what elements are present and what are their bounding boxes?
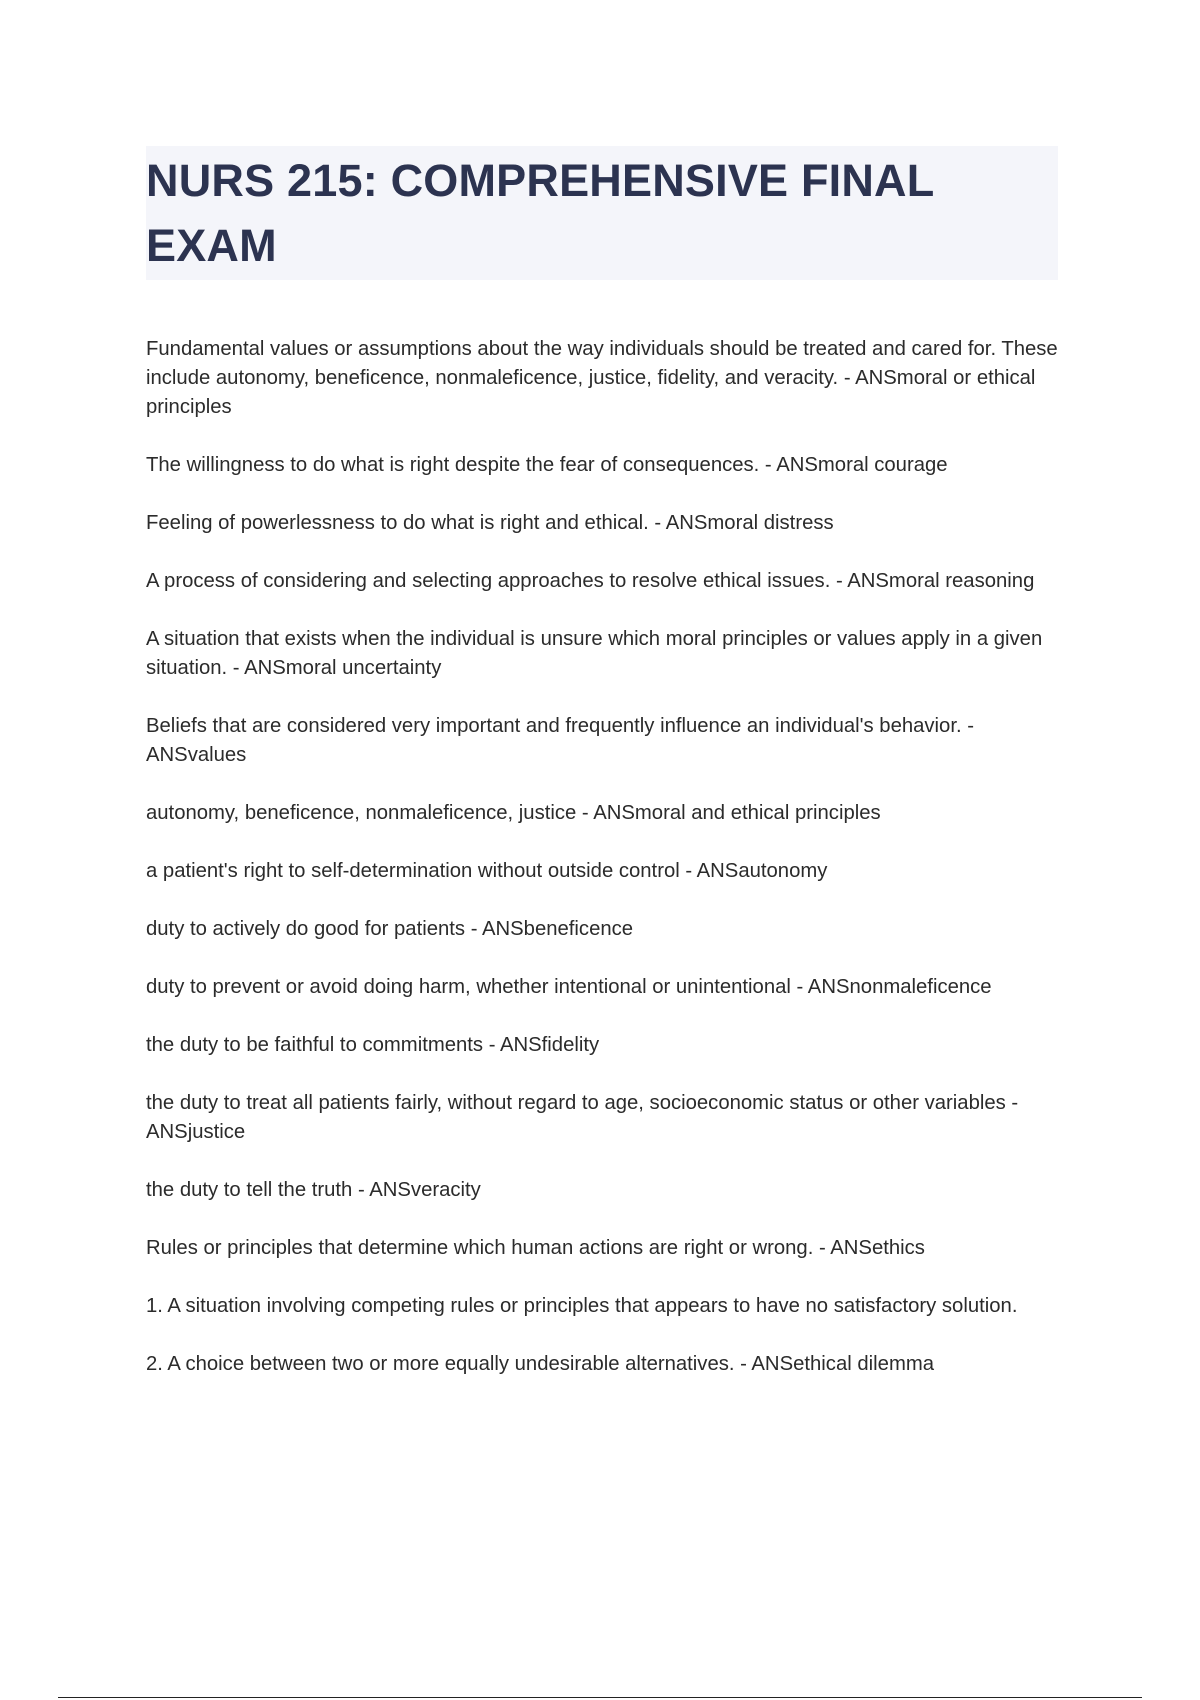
qa-entry: the duty to tell the truth - ANSveracity bbox=[146, 1179, 481, 1201]
qa-entry: A situation that exists when the individual is unsure which moral principles or values apply in a given situation. - ANSmoral uncertainty bbox=[146, 628, 1043, 679]
qa-entry: The willingness to do what is right despite the fear of consequences. - ANSmoral courage bbox=[146, 454, 948, 476]
qa-entry: Fundamental values or assumptions about the way individuals should be treated and cared for. These include autonomy, beneficence, nonmaleficence, justice, fidelity, and veracity. - ANSmoral or ethical principles bbox=[146, 338, 1058, 418]
qa-entry: duty to actively do good for patients - ANSbeneficence bbox=[146, 918, 634, 940]
qa-entry: the duty to be faithful to commitments - ANSfidelity bbox=[146, 1034, 600, 1056]
qa-entry: 2. A choice between two or more equally undesirable alternatives. - ANSethical dilemma bbox=[146, 1353, 935, 1375]
qa-entry: a patient's right to self-determination without outside control - ANSautonomy bbox=[146, 860, 828, 882]
qa-list bbox=[146, 335, 1058, 1408]
qa-entry: the duty to treat all patients fairly, without regard to age, socioeconomic status or other variables - ANSjustice bbox=[146, 1092, 1019, 1143]
page-title: NURS 215: COMPREHENSIVE FINAL EXAM bbox=[146, 155, 934, 271]
qa-entry: Rules or principles that determine which human actions are right or wrong. - ANSethics bbox=[146, 1237, 925, 1259]
qa-entry: A process of considering and selecting approaches to resolve ethical issues. - ANSmoral reasoning bbox=[146, 570, 1035, 592]
qa-entry: Feeling of powerlessness to do what is right and ethical. - ANSmoral distress bbox=[146, 512, 834, 534]
qa-entry: Beliefs that are considered very important and frequently influence an individual's behavior. - ANSvalues bbox=[146, 715, 974, 766]
qa-entry: duty to prevent or avoid doing harm, whether intentional or unintentional - ANSnonmaleficence bbox=[146, 976, 992, 998]
title-banner bbox=[146, 146, 1058, 280]
qa-entry: 1. A situation involving competing rules or principles that appears to have no satisfactory solution. bbox=[146, 1295, 1018, 1317]
footer-divider bbox=[58, 1697, 1142, 1698]
qa-entry: autonomy, beneficence, nonmaleficence, justice - ANSmoral and ethical principles bbox=[146, 802, 881, 824]
